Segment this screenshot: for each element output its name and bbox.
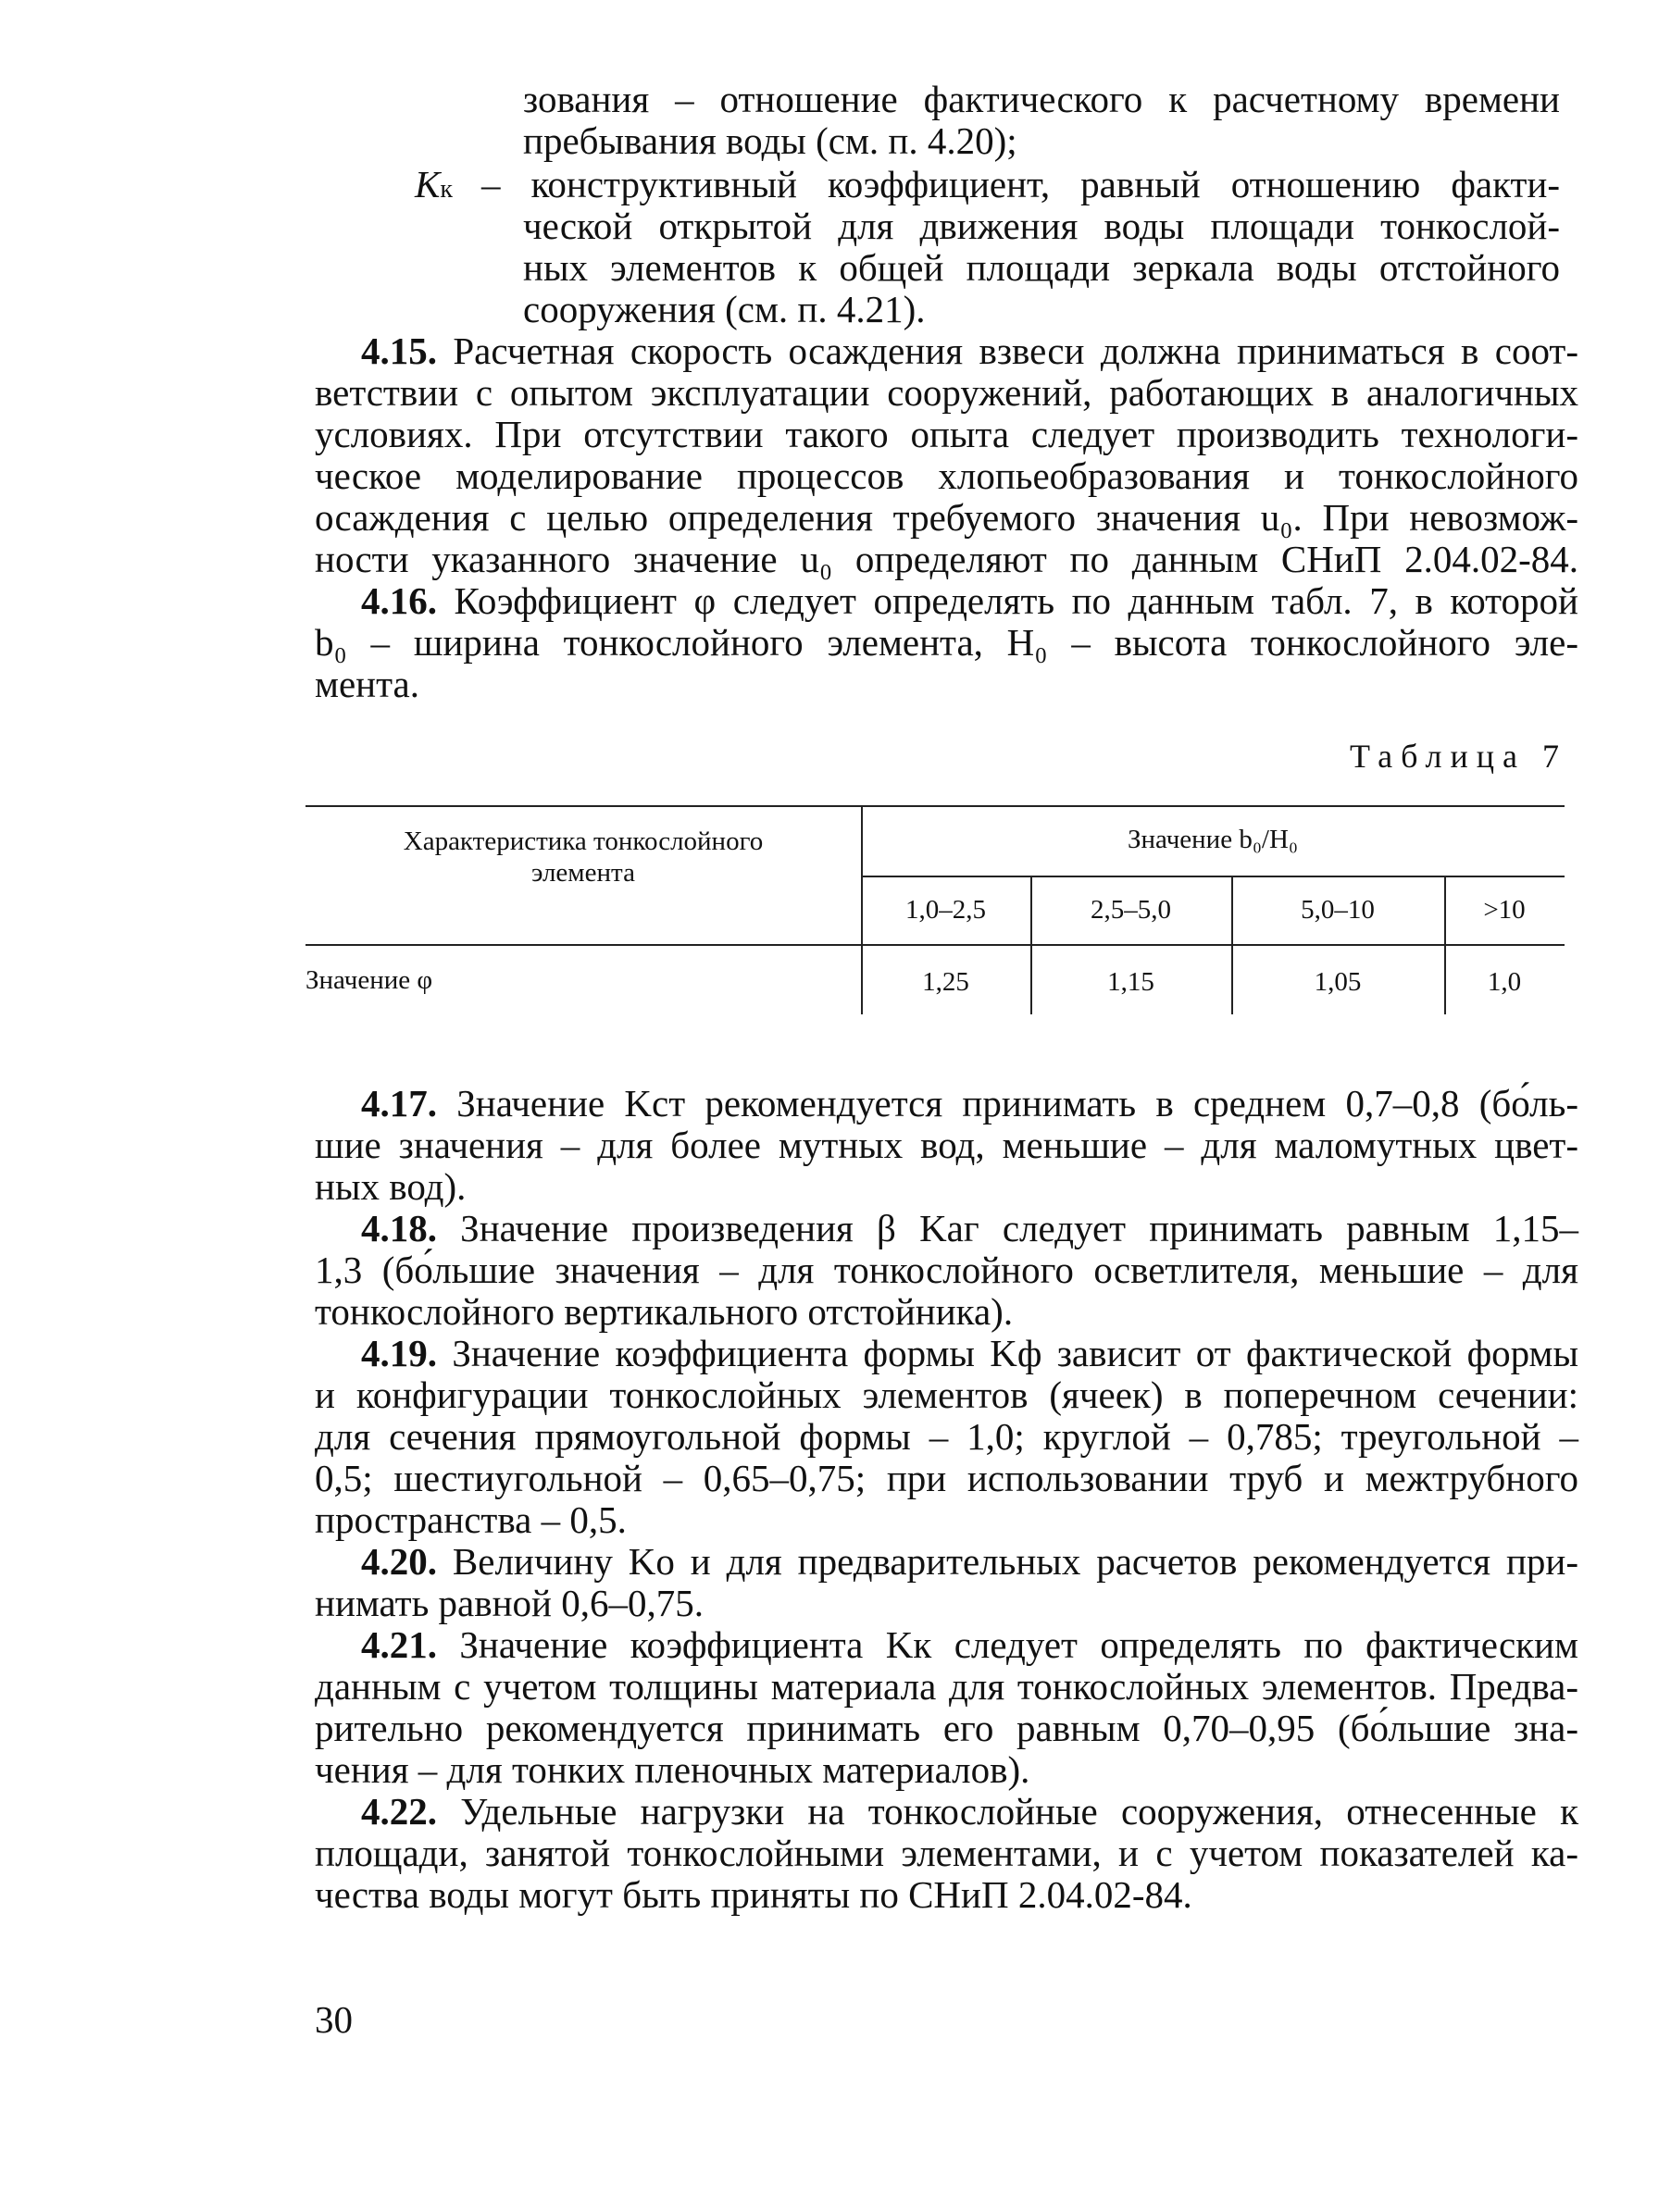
paragraph-number: 4.18.	[361, 1207, 437, 1249]
table-column-header: 1,0–2,5	[905, 895, 986, 925]
table-7	[306, 805, 1565, 1014]
text-line: пространства – 0,5.	[315, 1498, 627, 1541]
paragraph-4-22	[315, 1791, 1578, 1916]
paragraph-number: 4.21.	[361, 1623, 437, 1666]
table-caption: Таблица 7	[1350, 738, 1567, 775]
paragraph-4-21	[315, 1624, 1578, 1791]
text-line: рительно рекомендуется принимать его равным 0,70–0,95 (бо́льшие зна-	[315, 1707, 1578, 1749]
text-line: данным с учетом толщины материала для тонкослойных элементов. Предва-	[315, 1665, 1578, 1708]
text-line: 4.16. Коэффициент φ следует определять по данным табл. 7, в которой	[361, 579, 1579, 622]
paragraph-number: 4.19.	[361, 1332, 437, 1374]
definition-kk-cont	[523, 205, 1560, 330]
table-cell: 1,05	[1314, 967, 1362, 997]
page-number: 30	[315, 1998, 353, 2041]
paragraph-4-19	[315, 1333, 1578, 1541]
text-line: 0,5; шестиугольной – 0,65–0,75; при использовании труб и межтрубного	[315, 1457, 1578, 1499]
text-line: нимать равной 0,6–0,75.	[315, 1582, 704, 1624]
text-line: шие значения – для более мутных вод, меньшие – для маломутных цвет-	[315, 1124, 1578, 1166]
paragraph-4-16	[315, 580, 1578, 705]
text-line: ветствии с опытом эксплуатации сооружений, работающих в аналогичных	[315, 371, 1578, 414]
text-line: 1,3 (бо́льшие значения – для тонкослойного осветлителя, меньшие – для	[315, 1249, 1578, 1291]
paragraph-4-17	[315, 1083, 1578, 1208]
paragraph-number: 4.16.	[361, 579, 437, 622]
text-line: 4.15. Расчетная скорость осаждения взвеси должна приниматься в соот-	[361, 329, 1578, 372]
text-line: зования – отношение фактического к расчетному времени	[523, 78, 1560, 120]
text-line: 4.17. Значение Kст рекомендуется принимать в среднем 0,7–0,8 (бо́ль-	[361, 1082, 1578, 1125]
symbol-kk: Kк	[415, 163, 453, 205]
table-column-header: >10	[1483, 895, 1526, 925]
paragraph-number: 4.22.	[361, 1790, 437, 1833]
text-line: 4.22. Удельные нагрузки на тонкослойные сооружения, отнесенные к	[361, 1790, 1579, 1833]
text-line: для сечения прямоугольной формы – 1,0; круглой – 0,785; треугольной –	[315, 1415, 1578, 1458]
text-line: тонкослойного вертикального отстойника).	[315, 1290, 1014, 1333]
table-header-rule	[306, 944, 1565, 946]
text-line: чения – для тонких пленочных материалов).	[315, 1748, 1030, 1791]
paragraph-4-20	[315, 1541, 1578, 1624]
text-line: – конструктивный коэффициент, равный отношению факти-	[481, 163, 1560, 205]
text-line: 4.18. Значение произведения β Kаг следует принимать равным 1,15–	[361, 1207, 1578, 1249]
text-line: ных вод).	[315, 1165, 467, 1208]
text-line: чества воды могут быть приняты по СНиП 2.04.02-84.	[315, 1873, 1192, 1916]
table-cell: 1,15	[1107, 967, 1154, 997]
text-line: ности указанного значение u₀ определяют по данным СНиП 2.04.02-84.	[315, 538, 1578, 580]
text-line: осаждения с целью определения требуемого значения u₀. При невозмож-	[315, 496, 1578, 539]
text-line: ческой открытой для движения воды площади тонкослой-	[523, 205, 1560, 247]
text-line: сооружения (см. п. 4.21).	[523, 288, 926, 330]
table-column-header: 5,0–10	[1301, 895, 1375, 925]
text-line: площади, занятой тонкослойными элементами, и с учетом показателей ка-	[315, 1832, 1578, 1874]
text-line: пребывания воды (см. п. 4.20);	[523, 119, 1017, 162]
text-line: мента.	[315, 663, 419, 705]
table-row-label: Значение φ	[306, 965, 433, 995]
text-line: ческое моделирование процессов хлопьеобразования и тонкослойного	[315, 454, 1578, 497]
text-line: 4.20. Величину Kо и для предварительных расчетов рекомендуется при-	[361, 1540, 1579, 1583]
paragraph-number: 4.20.	[361, 1540, 437, 1583]
text-line: 4.19. Значение коэффициента формы Kф зависит от фактической формы	[361, 1332, 1578, 1374]
table-row-header: Характеристика тонкослойного элемента	[403, 826, 764, 888]
table-subheader-rule	[861, 876, 1565, 877]
table-cell: 1,25	[922, 967, 969, 997]
table-column-header: 2,5–5,0	[1091, 895, 1171, 925]
text-line: 4.21. Значение коэффициента Kк следует определять по фактическим	[361, 1623, 1578, 1666]
paragraph-number: 4.17.	[361, 1082, 437, 1125]
paragraph-4-18	[315, 1208, 1578, 1333]
paragraph-number: 4.15.	[361, 329, 437, 372]
table-cell: 1,0	[1487, 967, 1522, 997]
text-line: и конфигурации тонкослойных элементов (ячеек) в поперечном сечении:	[315, 1373, 1578, 1416]
table-top-rule	[306, 805, 1565, 807]
text-line: условиях. При отсутствии такого опыта следует производить технологи-	[315, 413, 1578, 455]
text-line: b₀ – ширина тонкослойного элемента, H₀ – высота тонкослойного эле-	[315, 621, 1578, 664]
table-group-header: Значение b₀/H₀	[1127, 825, 1299, 854]
paragraph-4-15	[315, 330, 1578, 580]
definition-kk	[481, 164, 1560, 205]
continued-definition	[523, 79, 1560, 162]
text-line: ных элементов к общей площади зеркала воды отстойного	[523, 246, 1560, 289]
